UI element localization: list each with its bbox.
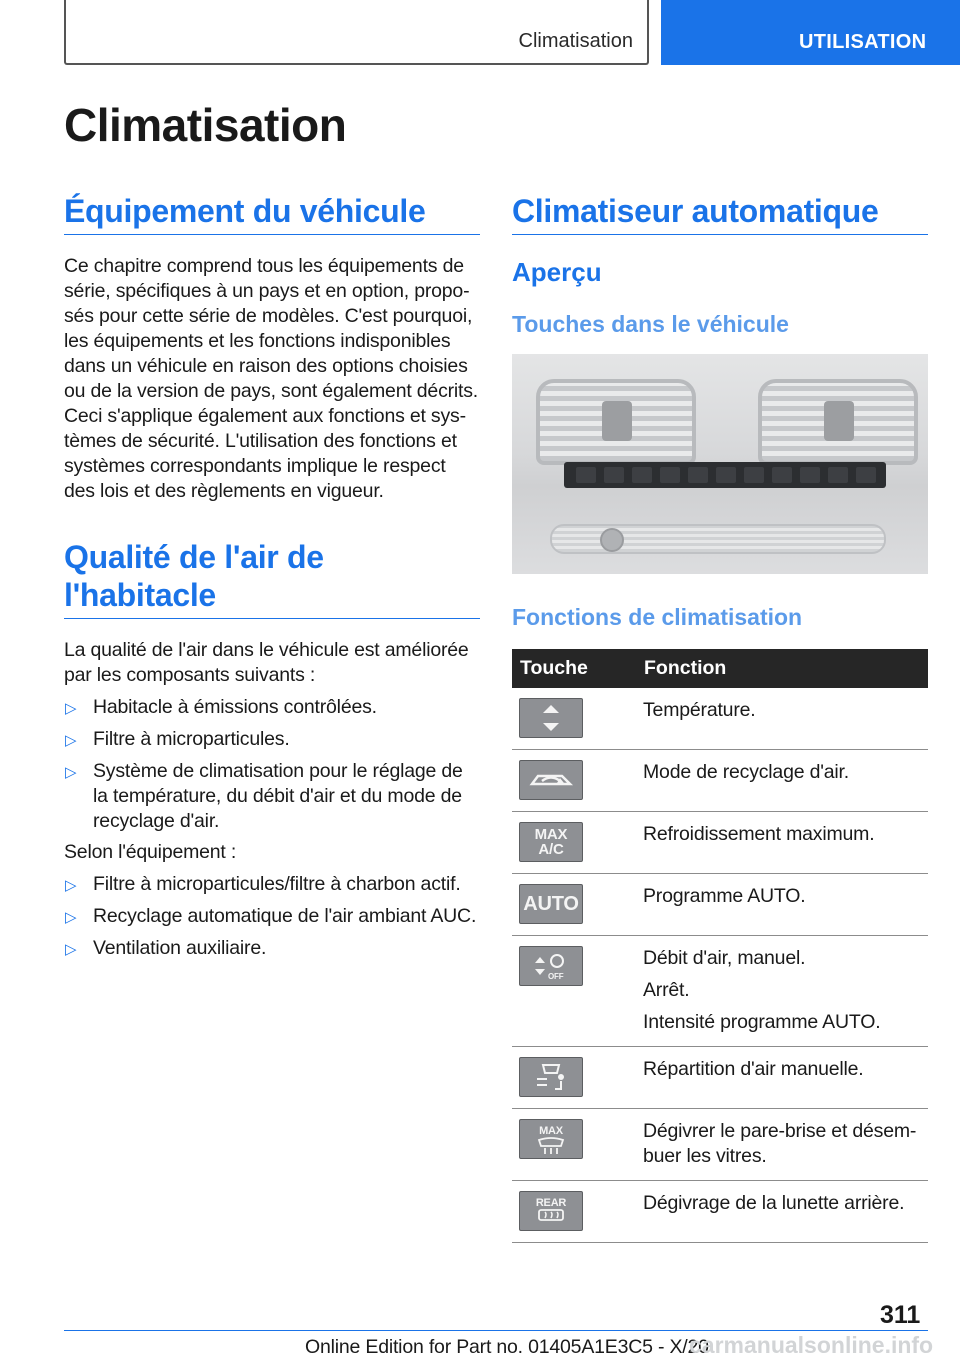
page-title: Climatisation (64, 99, 347, 151)
bullet-triangle-icon: ▷ (65, 909, 77, 926)
header-section-label: Climatisation (518, 30, 633, 52)
table-row: MAX Dégivrer le pare-brise et désembuer les vitres. (512, 1109, 928, 1181)
section-heading-air-quality (64, 538, 480, 619)
temperature-arrows-icon (519, 698, 583, 738)
list-item: ▷ Recyclage automatique de l'air ambiant AUC. (64, 904, 480, 929)
header-chapter-tab (661, 0, 960, 65)
air-vent-left (536, 379, 696, 465)
left-column (64, 192, 480, 961)
air-quality-heading-line2: l'habitacle (64, 577, 216, 613)
header-section-box (64, 0, 649, 65)
list-item: ▷ Habitacle à émissions contrôlées. (64, 695, 480, 720)
header-chapter-label: UTILISATION (799, 31, 927, 53)
air-distribution-icon (519, 1057, 583, 1097)
bullet-triangle-icon: ▷ (65, 764, 77, 781)
svg-text:OFF: OFF (548, 972, 564, 981)
footer-edition-note: Online Edition for Part no. 01405A1E3C5 - X/20 (305, 1336, 709, 1358)
rear-defrost-icon (519, 1191, 583, 1231)
table-row: Température. (512, 688, 928, 750)
climate-functions-table (512, 649, 928, 1243)
footer-divider (64, 1330, 928, 1331)
climate-button-panel (564, 462, 886, 488)
auto-icon: AUTO (519, 884, 583, 924)
equipment-bullet-list (64, 872, 480, 961)
list-item: ▷ Système de climatisation pour le réglage de la température, du débit d'air et du mode de recyclage d'air. (65, 760, 463, 832)
table-row: Répartition d'air manuelle. (512, 1047, 928, 1109)
page-number: 311 (880, 1301, 921, 1329)
equipment-paragraph: Ce chapitre comprend tous les équipements de série, spécifiques à un pays et en option, proposés pour cette série de modèles. C'est pourquoi, les équipements et les fonctions indisponibles dans un véhicule en raison des options choisies ou de la version de pays, sont également décrits. Ceci s'applique également aux fonctions et systèmes de sécurité. L'utilisation des fonctions et systèmes correspondants implique le respect des lois et des règlements en vigueur. (64, 255, 479, 502)
section-heading-auto-ac: Climatiseur automatique (512, 192, 928, 235)
section-heading-equipment: Équipement du véhicule (64, 192, 480, 235)
table-row: MAX A/C Refroidissement maximum. (512, 812, 928, 874)
bullet-triangle-icon: ▷ (65, 877, 77, 894)
bullet-triangle-icon: ▷ (65, 700, 77, 717)
max-ac-icon: MAX A/C (519, 822, 583, 862)
dial-knob-icon (600, 528, 624, 552)
svg-text:MAX: MAX (539, 1125, 563, 1137)
subheading-overview: Aperçu (512, 257, 602, 287)
svg-text:REAR: REAR (535, 1197, 567, 1209)
bullet-triangle-icon: ▷ (65, 732, 77, 749)
table-row: REAR Dégivrage de la lunette arrière. (512, 1181, 928, 1243)
list-item: ▷ Filtre à microparticules. (64, 727, 480, 752)
air-quality-paragraph: La qualité de l'air dans le véhicule est améliorée par les composants suivants : (64, 639, 469, 686)
air-vent-right (758, 379, 918, 465)
fan-off-icon (519, 946, 583, 986)
list-item: ▷ Filtre à microparticules/filtre à charbon actif. (64, 872, 480, 897)
air-quality-bullet-list (64, 695, 480, 834)
list-item: ▷ Ventilation auxiliaire. (64, 936, 480, 961)
subheading-climate-functions: Fonctions de climatisation (512, 604, 803, 630)
climate-control-photo (512, 354, 928, 574)
air-quality-heading-line1: Qualité de l'air de (64, 539, 324, 575)
lower-vent-strip (550, 524, 886, 554)
table-header-button: Touche (512, 649, 639, 688)
subheading-vehicle-buttons: Touches dans le véhicule (512, 311, 789, 337)
footer-watermark: carmanualsonline.info (689, 1332, 934, 1358)
table-header-row (512, 649, 928, 688)
table-header-function: Fonction (639, 649, 928, 688)
bullet-triangle-icon: ▷ (65, 941, 77, 958)
max-defrost-icon (519, 1119, 583, 1159)
table-row: Mode de recyclage d'air. (512, 750, 928, 812)
right-column (512, 192, 928, 1243)
table-row: OFF Débit d'air, manuel. Arrêt. Intensité programme AUTO. (512, 936, 928, 1047)
table-row: AUTO Programme AUTO. (512, 874, 928, 936)
equipment-dependent-label: Selon l'équipement : (64, 841, 237, 863)
air-recirculation-icon (519, 760, 583, 800)
